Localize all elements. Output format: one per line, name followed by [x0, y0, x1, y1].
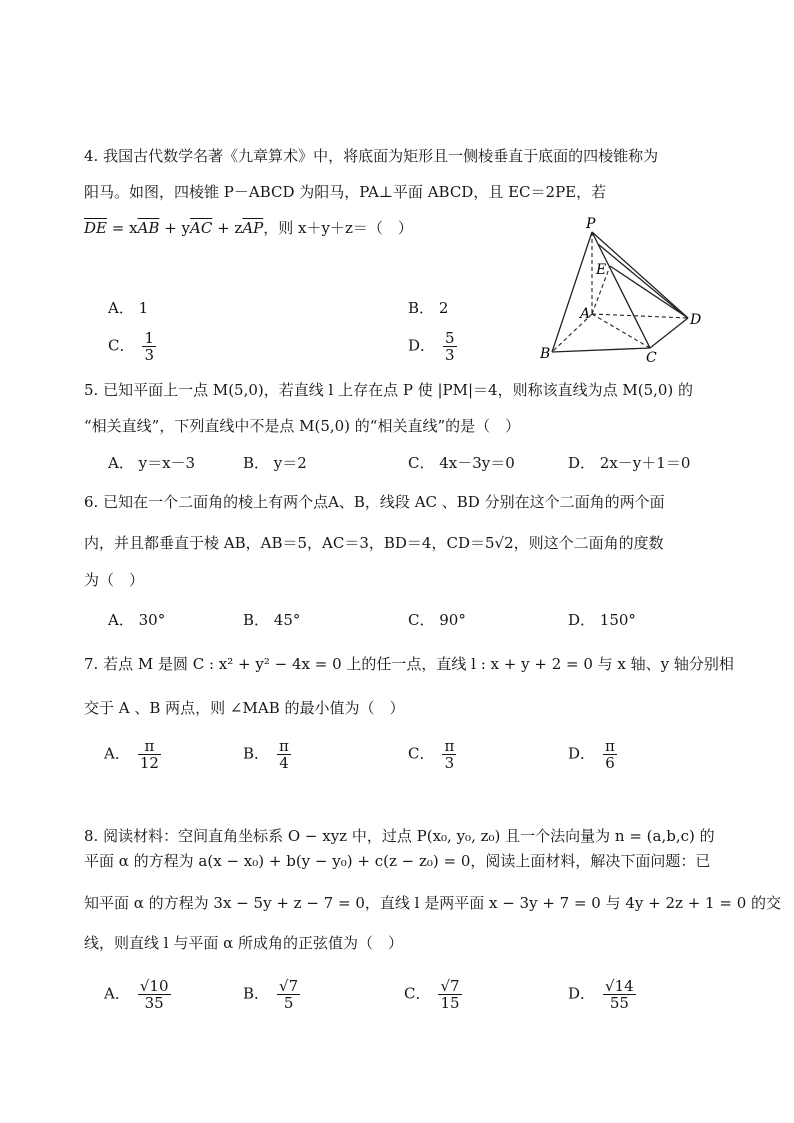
q4-option-c — [108, 330, 156, 363]
numerator: √7 — [279, 977, 299, 995]
denominator: 35 — [144, 994, 164, 1012]
eq-tail: ，则 x＋y＋z＝（ ） — [263, 219, 413, 237]
edge-PD — [592, 232, 688, 318]
q5-option-c: C． 4x－3y＝0 — [408, 454, 515, 472]
q4-line-1: 4. 我国古代数学名著《九章算术》中，将底面为矩形且一侧棱垂直于底面的四棱锥称为 — [84, 147, 659, 165]
option-value: 1 — [138, 299, 149, 317]
fraction — [277, 978, 300, 1011]
q7-option-d — [568, 738, 617, 771]
q6-line-1: 6. 已知在一个二面角的棱上有两个点A、B，线段 AC 、BD 分别在这个二面角的两个面 — [84, 493, 665, 511]
q8-option-a — [104, 978, 171, 1011]
fraction — [603, 738, 617, 771]
q8-line-4: 线，则直线 l 与平面 α 所成角的正弦值为（ ） — [84, 934, 404, 952]
q4-option-d — [408, 330, 457, 363]
q4-option-b — [408, 298, 448, 318]
label-C: C — [646, 350, 657, 364]
option-label: A． — [104, 744, 130, 763]
fraction — [443, 330, 457, 363]
option-label: C． — [108, 336, 135, 355]
eq-part-1: = x — [106, 219, 138, 237]
label-P: P — [586, 216, 596, 232]
label-E: E — [596, 262, 607, 278]
denominator: 55 — [609, 994, 629, 1012]
q4-option-a — [108, 298, 148, 318]
q6-line-3: 为（ ） — [84, 571, 145, 589]
q8-option-c — [404, 978, 462, 1011]
pyramid-figure — [540, 214, 720, 364]
vector-DE: $\overline{DE}$ — [84, 219, 107, 237]
numerator: √10 — [139, 977, 169, 995]
numerator: π — [605, 737, 615, 755]
edge-PB — [552, 232, 592, 352]
q8-option-b — [243, 978, 300, 1011]
q8-line-1: 8. 阅读材料：空间直角坐标系 O − xyz 中，过点 P(x₀, y₀, z₀) 且一个法向量为 n = (a,b,c) 的 — [84, 827, 715, 845]
fraction — [603, 978, 636, 1011]
option-label: B． — [408, 299, 435, 317]
edge-PC — [592, 232, 650, 348]
denominator: 4 — [279, 754, 289, 772]
q5-option-b: B． y＝2 — [243, 454, 307, 472]
q5-line-2: “相关直线”，下列直线中不是点 M(5,0) 的“相关直线”的是（ ） — [84, 417, 521, 435]
edge-AD — [592, 314, 688, 318]
q5-option-d: D． 2x－y＋1＝0 — [568, 454, 691, 472]
option-label: D． — [568, 984, 596, 1003]
numerator: π — [279, 737, 289, 755]
numerator: √14 — [605, 977, 634, 995]
numerator: π — [138, 738, 161, 755]
fraction — [277, 738, 291, 771]
option-value: 2 — [438, 299, 449, 317]
q7-option-b — [243, 738, 291, 771]
option-label: C． — [404, 984, 431, 1003]
q4-vector-equation — [84, 218, 413, 238]
edge-inner — [598, 244, 680, 312]
edge-CD — [650, 318, 688, 348]
denominator: 3 — [444, 754, 455, 772]
numerator: π — [444, 737, 455, 755]
denominator: 12 — [139, 754, 159, 772]
q6-option-b: B． 45° — [243, 611, 301, 629]
option-label: C． — [408, 744, 435, 763]
denominator: 15 — [440, 994, 460, 1012]
vector-AP: $\overline{AP}$ — [242, 219, 264, 237]
denominator: 6 — [605, 754, 615, 772]
option-label: A． — [108, 299, 134, 317]
eq-part-2: + y — [159, 219, 191, 237]
q6-option-c: C． 90° — [408, 611, 466, 629]
eq-part-3: + z — [212, 219, 243, 237]
vector-AC: $\overline{AC}$ — [190, 219, 213, 237]
fraction — [138, 978, 171, 1011]
q7-option-c — [408, 738, 456, 771]
q6-option-d: D． 150° — [568, 611, 636, 629]
option-label: B． — [243, 984, 270, 1003]
q6-option-a: A． 30° — [108, 611, 166, 629]
denominator: 3 — [445, 346, 455, 364]
q6-line-2: 内，并且都垂直于棱 AB，AB＝5，AC＝3，BD＝4，CD＝5√2，则这个二面角的度数 — [84, 534, 664, 552]
fraction — [142, 330, 156, 363]
denominator: 3 — [144, 346, 155, 364]
q8-line-2: 平面 α 的方程为 a(x − x₀) + b(y − y₀) + c(z − z₀) = 0，阅读上面材料，解决下面问题：已 — [84, 852, 711, 870]
fraction — [138, 738, 161, 771]
q8-option-d — [568, 978, 636, 1011]
q7-line-1: 7. 若点 M 是圆 C : x² + y² − 4x = 0 上的任一点，直线 l : x + y + 2 = 0 与 x 轴、y 轴分别相 — [84, 655, 734, 673]
q7-line-2: 交于 A 、B 两点，则 ∠MAB 的最小值为（ ） — [84, 699, 405, 717]
option-label: D． — [408, 336, 436, 355]
option-label: A． — [104, 984, 130, 1003]
fraction — [438, 978, 461, 1011]
edge-BC — [552, 348, 650, 352]
q7-option-a — [104, 738, 161, 771]
numerator: √7 — [440, 977, 460, 995]
numerator: 5 — [445, 329, 455, 347]
q5-option-a: A． y＝x－3 — [108, 454, 196, 472]
fraction — [442, 738, 456, 771]
option-label: D． — [568, 744, 596, 763]
q5-line-1: 5. 已知平面上一点 M(5,0)，若直线 l 上存在点 P 使 |PM|＝4，则称该直线为点 M(5,0) 的 — [84, 381, 694, 399]
numerator: 1 — [144, 329, 155, 347]
label-D: D — [690, 312, 702, 328]
label-A: A — [580, 306, 591, 322]
vector-AB: $\overline{AB}$ — [137, 219, 160, 237]
label-B: B — [540, 346, 551, 362]
q4-line-2: 阳马。如图，四棱锥 P－ABCD 为阳马，PA⊥平面 ABCD，且 EC＝2PE，若 — [84, 183, 607, 201]
option-label: B． — [243, 744, 270, 763]
denominator: 5 — [283, 994, 294, 1012]
q8-line-3: 知平面 α 的方程为 3x − 5y + z − 7 = 0，直线 l 是两平面 x − 3y + 7 = 0 与 4y + 2z + 1 = 0 的交 — [84, 894, 782, 912]
